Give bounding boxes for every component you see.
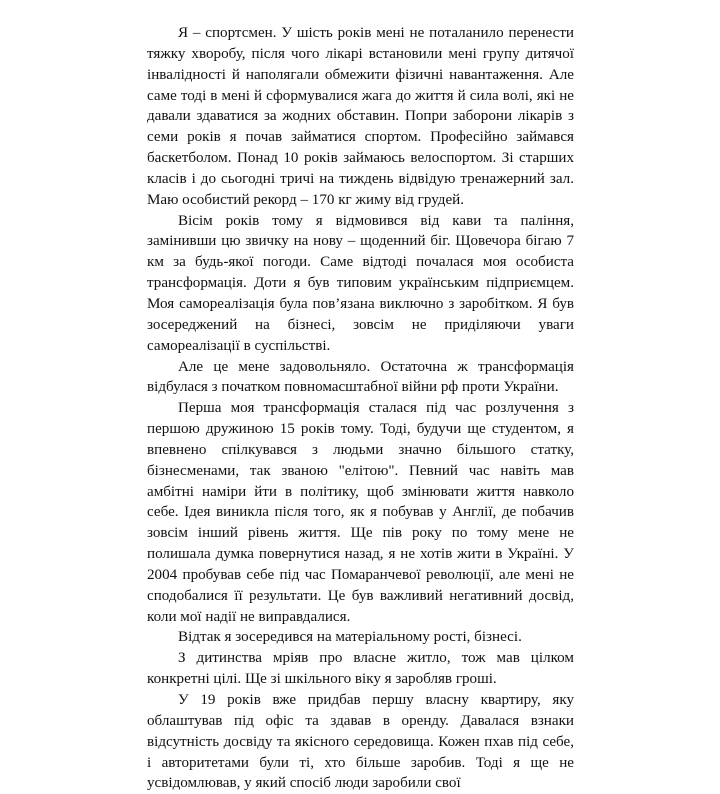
paragraph: Я – спортсмен. У шість років мені не поталанило перенести тяжку хворобу, після чого лікарі встановили мені групу дитячої інвалідності й наполягали обмежити фізичні навантаження. Але саме тоді в мені й сформувалися жага до життя й сила волі, які не давали здаватися за жодних обставин. Попри заборони лікарів з семи років я почав займатися спортом. Професійно займався баскетболом. Понад 10 років займаюсь велоспортом. Зі старших класів і до сьогодні тричі на тиждень відвідую тренажерний зал. Маю особистий рекорд – 170 кг жиму від грудей.: [147, 25, 574, 208]
paragraph: З дитинства мріяв про власне житло, тож мав цілком конкретні цілі. Ще зі шкільного віку я заробляв гроші.: [147, 650, 574, 688]
paragraph: У 19 років вже придбав першу власну квартиру, яку облаштував під офіс та здавав в оренду. Давалася взнаки відсутність досвіду та якісного середовища. Кожен пхав під себе, і авторитетами були ті, хто більше заробив. Тоді я ще не усвідомлював, у який спосіб люди заробили свої: [147, 692, 574, 792]
paragraph: Але це мене задовольняло. Остаточна ж трансформація відбулася з початком повномасштабної війни рф проти України.: [147, 358, 574, 396]
paragraph: Відтак я зосередився на матеріальному рості, бізнесі.: [178, 629, 522, 646]
paragraph: Вісім років тому я відмовився від кави та паління, замінивши цю звичку на нову – щоденний біг. Щовечора бігаю 7 км за будь-якої погоди. Саме відтоді почалася моя особиста трансформація. Доти я був типовим українським підприємцем. Моя самореалізація була пов’язана виключно з заробітком. Я був зосереджений на бізнесі, зовсім не приділяючи уваги самореалізації в суспільстві.: [147, 212, 574, 354]
body-text-column: [147, 23, 574, 794]
paragraph: Перша моя трансформація сталася під час розлучення з першою дружиною 15 років тому. Тоді, будучи ще студентом, я впевнено спілкувався з людьми значно більшого статку, бізнесменами, так званою "елітою". Певний час навіть мав амбітні наміри йти в політику, щоб змінювати життя навколо себе. Ідея виникла після того, як я побував у Англії, де побачив зовсім інший рівень життя. Ще пів року по тому мене не полишала думка повернутися назад, я не хотів жити в Україні. У 2004 пробував себе під час Помаранчевої революції, але мені не сподобалися її результати. Це був важливий негативний досвід, коли мої надії не виправдалися.: [147, 400, 574, 625]
